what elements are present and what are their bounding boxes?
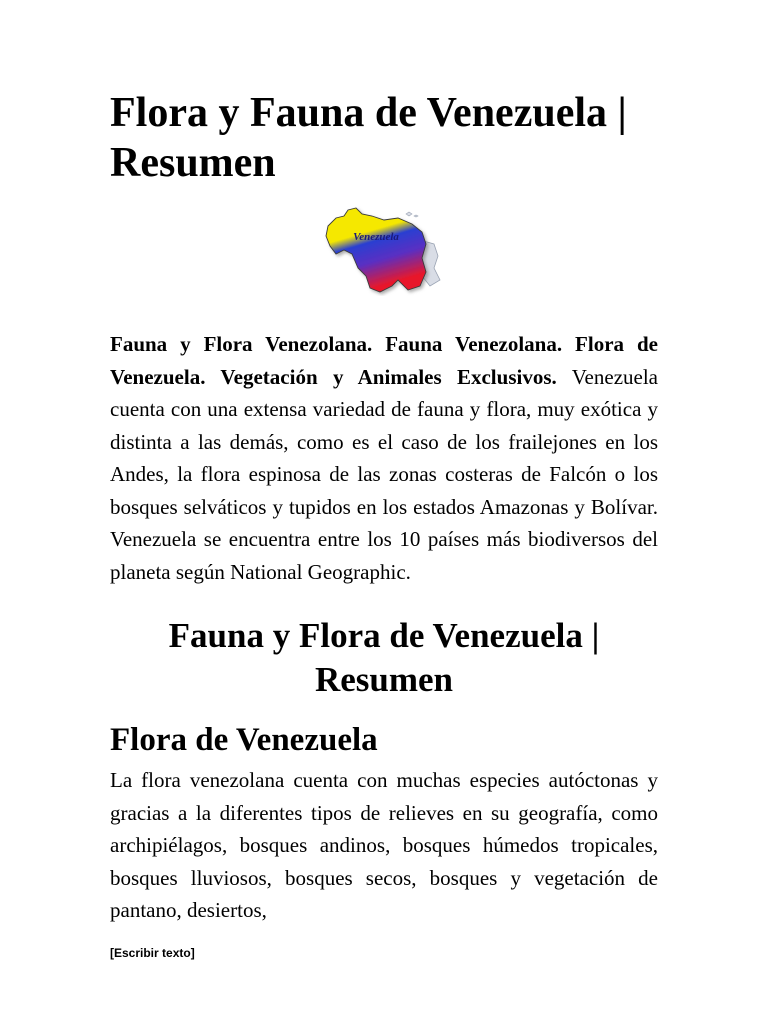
map-label: Venezuela — [353, 231, 399, 243]
section-heading: Fauna y Flora de Venezuela | Resumen — [168, 616, 600, 699]
venezuela-map-icon — [322, 206, 452, 296]
page-title: Flora y Fauna de Venezuela | Resumen — [110, 90, 627, 186]
intro-paragraph — [110, 328, 658, 588]
document-page — [110, 88, 658, 927]
flora-paragraph: La flora venezolana cuenta con muchas especies autóctonas y gracias a la diferentes tipos de relieves en su geografía, como archipiélagos, bosques andinos, bosques húmedos tropicales, bosques lluviosos, bosques secos, bosques y vegetación de pantano, desiertos, — [110, 768, 658, 922]
subsection-heading: Flora de Venezuela — [110, 722, 378, 758]
footer-placeholder[interactable]: [Escribir texto] — [110, 946, 195, 960]
map-container — [110, 206, 658, 306]
intro-bold-text: Fauna y Flora Venezolana. Fauna Venezolana. Flora de Venezuela. Vegetación y Animales Exclusivos. — [110, 332, 658, 389]
intro-body-text: Venezuela cuenta con una extensa variedad de fauna y flora, muy exótica y distinta a las demás, como es el caso de los frailejones en los Andes, la flora espinosa de las zonas costeras de Falcón o los bosques selváticos y tupidos en los estados Amazonas y Bolívar. Venezuela se encuentra entre los 10 países más biodiversos del planeta según National Geographic. — [110, 364, 659, 584]
